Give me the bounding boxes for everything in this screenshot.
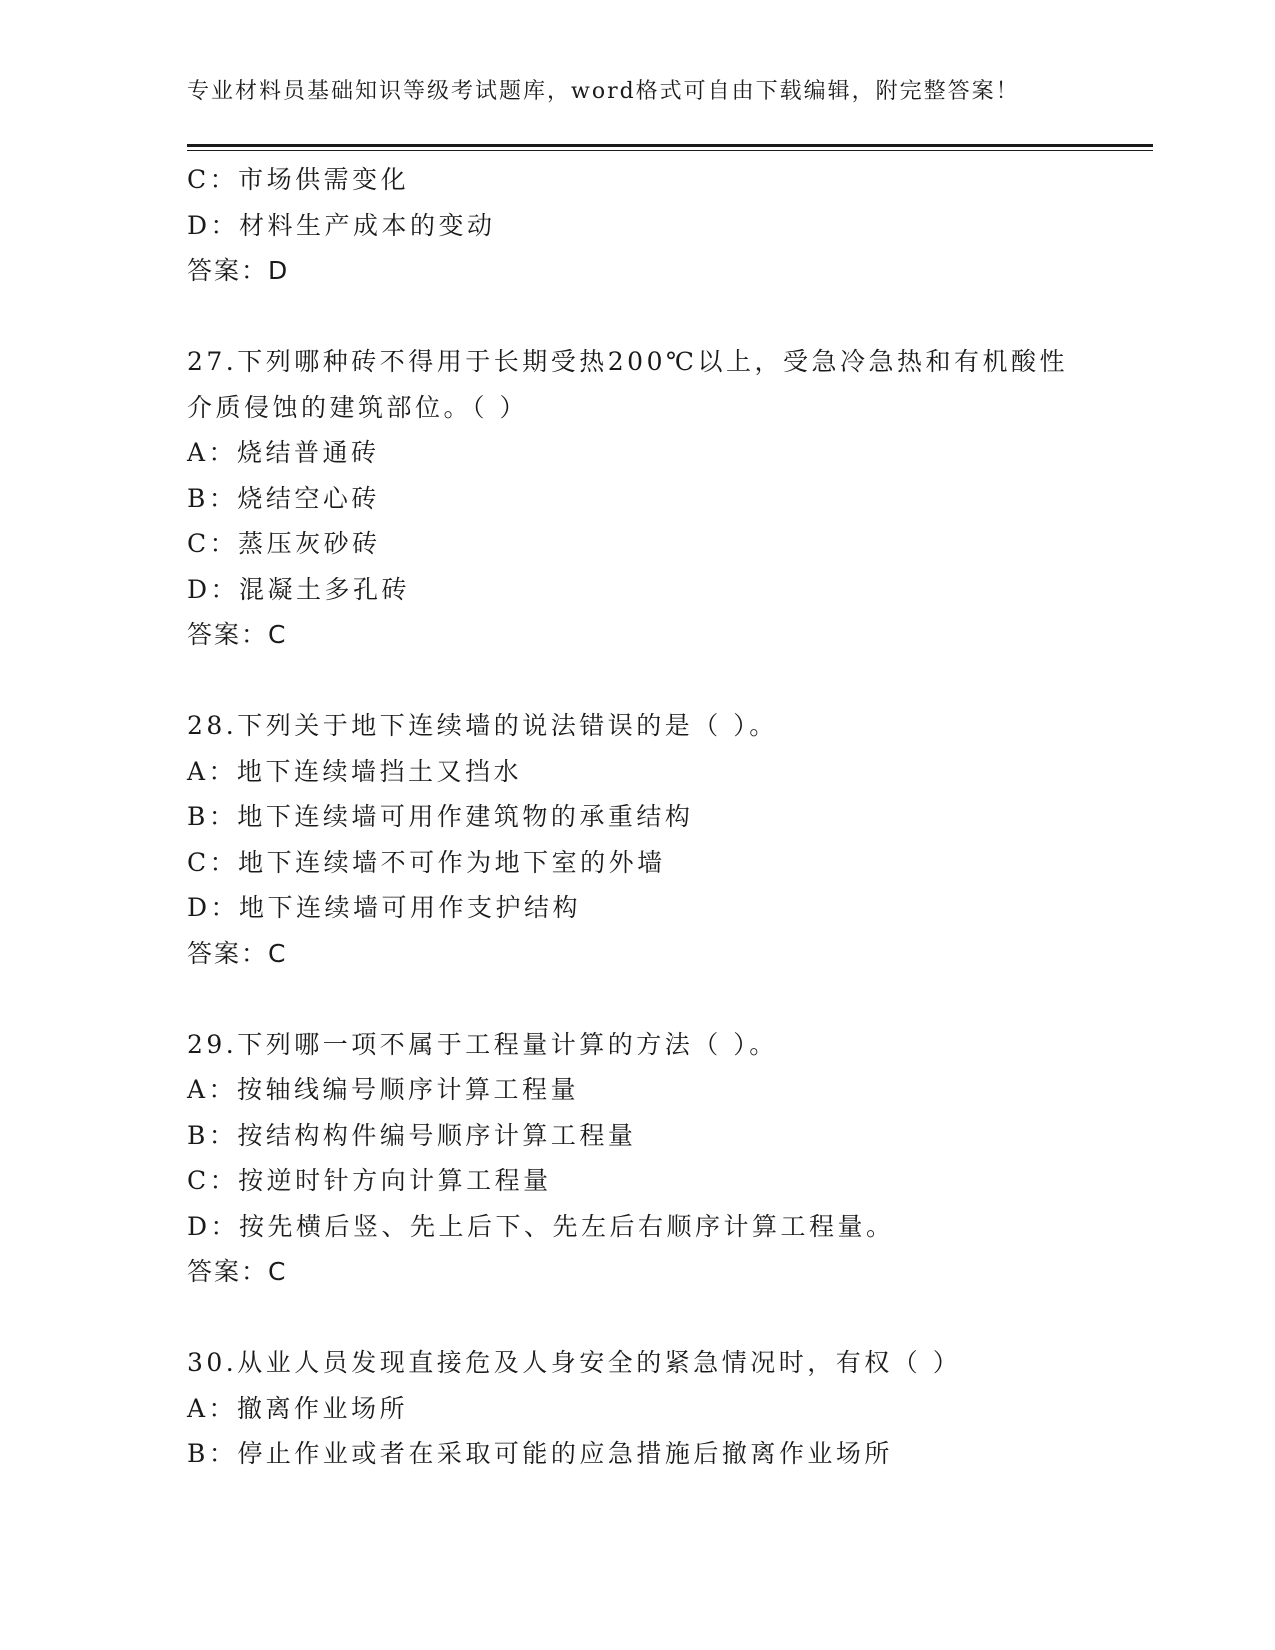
option-d: D：按先横后竖、先上后下、先左后右顺序计算工程量。 <box>187 1211 895 1241</box>
option-a: A：按轴线编号顺序计算工程量 <box>187 1075 580 1104</box>
header-rule-thin <box>187 150 1153 151</box>
option-d: D：混凝土多孔砖 <box>187 574 411 604</box>
question-30 <box>187 1340 1147 1477</box>
option-a: A：地下连续墙挡土又挡水 <box>187 756 523 786</box>
question-stem: 29.下列哪一项不属于工程量计算的方法（ ）。 <box>187 1029 778 1059</box>
question-26-continuation <box>187 157 1147 294</box>
header-rule-thick <box>187 144 1153 147</box>
option-d: D：地下连续墙可用作支护结构 <box>187 893 582 922</box>
answer-line: 答案：C <box>187 1257 288 1286</box>
page-header: 专业材料员基础知识等级考试题库，word格式可自由下载编辑，附完整答案！ <box>187 79 1020 104</box>
option-b: B：停止作业或者在采取可能的应急措施后撤离作业场所 <box>187 1439 893 1468</box>
option-a: A：撤离作业场所 <box>187 1393 409 1423</box>
spacer <box>187 658 1147 704</box>
question-content <box>187 157 1147 1477</box>
option-a: A：烧结普通砖 <box>187 438 380 467</box>
spacer <box>187 294 1147 340</box>
option-b: B：烧结空心砖 <box>187 483 380 513</box>
option-c: C：蒸压灰砂砖 <box>187 529 381 558</box>
question-stem: 27.下列哪种砖不得用于长期受热200℃以上，受急冷急热和有机酸性 <box>187 347 1068 376</box>
option-b: B：地下连续墙可用作建筑物的承重结构 <box>187 802 694 831</box>
question-stem-continued: 介质侵蚀的建筑部位。（ ） <box>187 392 528 422</box>
option-c: C：地下连续墙不可作为地下室的外墙 <box>187 847 666 877</box>
option-b: B：按结构构件编号顺序计算工程量 <box>187 1120 637 1150</box>
question-29 <box>187 1022 1147 1295</box>
option-c: C：按逆时针方向计算工程量 <box>187 1166 552 1195</box>
answer-line: 答案：C <box>187 620 288 649</box>
option-d: D：材料生产成本的变动 <box>187 210 496 240</box>
answer-line: 答案：D <box>187 256 290 285</box>
question-stem: 28.下列关于地下连续墙的说法错误的是（ ）。 <box>187 711 778 740</box>
spacer <box>187 976 1147 1022</box>
answer-line: 答案：C <box>187 938 288 968</box>
spacer <box>187 1295 1147 1341</box>
option-c: C：市场供需变化 <box>187 165 410 194</box>
question-stem: 30.从业人员发现直接危及人身安全的紧急情况时，有权（ ） <box>187 1348 962 1377</box>
question-28 <box>187 703 1147 976</box>
question-27 <box>187 339 1147 658</box>
